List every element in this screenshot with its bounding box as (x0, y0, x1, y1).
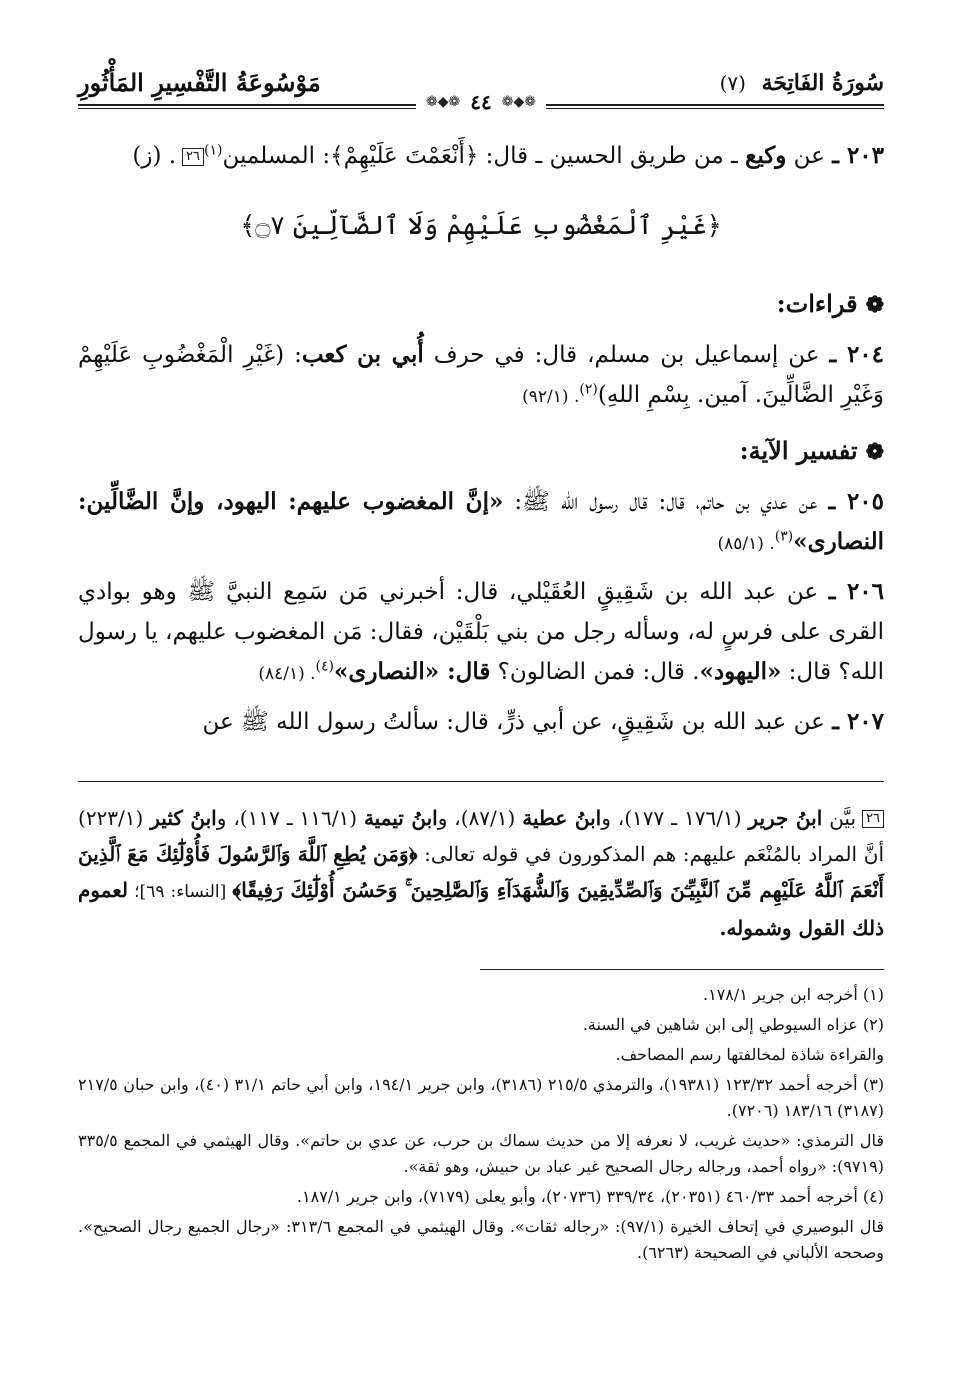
footnote: قال الترمذي: «حديث غريب، لا نعرفه إلا من حديث سماك بن حرب، عن عدي بن حاتم». وقال الهيثمي في المجمع ٣٣٥/٥ (٩٧١٩): «رواه أحمد، ورجاله رجال الصحيح غير عباد بن حبيش، وهو ثقة». (78, 1131, 884, 1176)
scholar-name: ابنُ عطية (522, 806, 602, 830)
surah-number: (٧) (719, 71, 746, 95)
hadith-text: «إنَّ المغضوب عليهم: اليهود، وإنَّ الضَّالِّين: النصارى» (78, 488, 884, 555)
footnote-ref: (١) (204, 142, 223, 159)
page-number: ٤٤ (470, 90, 492, 114)
footnote-ref: (٢) (579, 381, 598, 398)
report-204 (78, 335, 884, 417)
text: عن عبد الله بن شَقِيقٍ العُقَيْلي، قال: أخبرني مَن سَمِع النبيَّ ﷺ وهو بوادي القرى على فرسٍ له، وسأله رجل من بني بَلْقَيْن، فقال: مَن المغضوب عليهم، يا رسول الله؟ قال: (78, 579, 884, 685)
verse-ref: [النساء: ٦٩]؛ (128, 882, 233, 902)
report-205 (78, 482, 884, 564)
running-head-surah (720, 70, 884, 96)
text: . قال: فمن الضالون؟ (490, 659, 700, 685)
footnotes (78, 982, 884, 1270)
flower-ornament-icon: ❁ (865, 439, 884, 465)
scholar-name: ابنُ تيمية (363, 806, 438, 830)
quran-verse: ﴿وَمَن يُطِعِ ٱللَّهَ وَٱلرَّسُولَ فَأُوْلَٰٓئِكَ مَعَ ٱلَّذِينَ أَنْعَمَ ٱللَّهُ عَلَيْهِم مِّنَ ٱلنَّبِيِّـۧنَ وَٱلصِّدِّيقِينَ وَٱلشُّهَدَآءِ وَٱلصَّٰلِحِينَ ۚ وَحَسُنَ أُوْلَٰٓئِكَ رَفِيقًا﴾ (78, 842, 884, 902)
report-number: ٢٠٤ ـ (829, 341, 884, 368)
footnote-separator (480, 969, 884, 970)
section-heading-tafsir (78, 431, 884, 472)
report-206 (78, 572, 884, 694)
text: : (غَيْرِ الْمَغْضُوبِ عَلَيْهِمْ وَغَيْرِ الضَّالِّينَ. آمين. بِسْمِ اللهِ) (78, 342, 884, 408)
text: ـ من طريق الحسين ـ قال: ﴿أَنْعَمْتَ عَلَيْهِمْ﴾: المسلمين (222, 143, 738, 169)
text: عن عدي بن حاتم، قال: قال رسول الله ﷺ: (503, 489, 818, 515)
flower-ornament-icon: ❁ (865, 292, 884, 318)
commentary-block (78, 800, 884, 946)
volume-ref: . (٨٤/١) (258, 664, 316, 684)
report-number: ٢٠٥ ـ (828, 488, 884, 515)
footnote-ref: (٤) (315, 658, 334, 675)
footnote: قال البوصيري في إتحاف الخيرة (٩٧/١): «رجاله ثقات». وقال الهيثمي في المجمع ٣١٣/٦: «رجال الجميع رجال الصحيح». وصححه الألباني في الصحيحة (٦٢٦٣). (78, 1217, 884, 1262)
text: . (ز) (132, 143, 177, 169)
text: عن (793, 143, 825, 169)
footnote: (٣) أخرجه أحمد ١٢٣/٣٢ (١٩٣٨١)، والترمذي ٢١٥/٥ (٣١٨٦)، وابن جرير ١٩٤/١، وابن أبي حاتم ٣١/١ (٤٠)، وابن حبان ٢١٧/٥ (٣١٨٧) ١٨٣/١٦ (٧٢٠٦). (78, 1075, 885, 1120)
footnote: (٢) عزاه السيوطي إلى ابن شاهين في السنة. (582, 1015, 884, 1034)
report-number: ٢٠٧ ـ (832, 708, 884, 735)
text: بيَّن (822, 806, 857, 830)
footnote: والقراءة شاذة لمخالفتها رسم المصاحف. (615, 1045, 884, 1064)
text: (٨٧/١)، و (437, 806, 523, 830)
text: عن إسماعيل بن مسلم، قال: في حرف (433, 342, 820, 368)
commentary-number-box: ٢٦ (862, 810, 884, 828)
quran-verse: ﴿غَيْرِ ٱلْمَغْضُوبِ عَلَيْهِمْ وَلَا ٱلضَّآلِّينَ ۝٧﴾ (240, 211, 722, 241)
narrator-name: وكيع (745, 142, 787, 169)
footnote: (١) أخرجه ابن جرير ١٧٨/١. (703, 985, 884, 1004)
surah-name: سُورَةُ الفَاتِحَة (761, 70, 884, 96)
hadith-text: «اليهود» (699, 658, 782, 685)
text: (٢٢٣/١) أنَّ المراد بالمُنْعَم عليهم: هم المذكورون في قوله تعالى: (78, 806, 884, 866)
footnote: (٤) أخرجه أحمد ٤٦٠/٣٣ (٢٠٣٥١)، ٣٣٩/٣٤ (٢٠٧٣٦)، وأبو يعلى (٧١٧٩)، وابن جرير ١٨٧/١. (296, 1187, 884, 1206)
narrator-name: أُبي بن كعب (301, 341, 424, 368)
footnote-ref: (٣) (774, 528, 794, 545)
ornament-left-icon: ❁◆❁ (426, 94, 461, 110)
scholar-name: ابنُ جرير (748, 806, 823, 830)
text: (١١٦/١ ـ ١١٧)، و (216, 806, 364, 830)
hadith-text: قال: «النصارى» (334, 658, 491, 685)
main-text (78, 136, 884, 750)
page-header (78, 62, 884, 122)
report-number: ٢٠٦ ـ (828, 578, 885, 605)
scholar-name: ابنُ كثير (150, 806, 217, 830)
volume-ref: . (٩٢/١) (522, 387, 580, 407)
heading-text: تفسير الآية: (739, 436, 858, 465)
running-head-book-title: مَوْسُوعَةُ التَّفْسِيرِ المَأْثُورِ (78, 68, 321, 97)
text: عن عبد الله بن شَقِيقٍ، عن أبي ذرٍّ، قال: سألتُ رسول الله ﷺ عن (202, 709, 825, 735)
commentary-ref-box: ٢٦ (182, 148, 204, 166)
heading-text: قراءات: (776, 289, 858, 318)
report-203 (78, 136, 884, 176)
text: (١٧٦/١ ـ ١٧٧)، و (601, 806, 749, 830)
report-number: ٢٠٣ ـ (832, 142, 884, 169)
report-207 (78, 702, 884, 742)
section-heading-readings (78, 284, 884, 325)
volume-ref: . (٨٥/١) (717, 534, 775, 554)
text: لعموم ذلك القول وشموله. (78, 878, 884, 940)
page-number-block (416, 90, 546, 114)
commentary-separator (78, 781, 884, 782)
ornament-right-icon: ❁◆❁ (501, 94, 536, 110)
